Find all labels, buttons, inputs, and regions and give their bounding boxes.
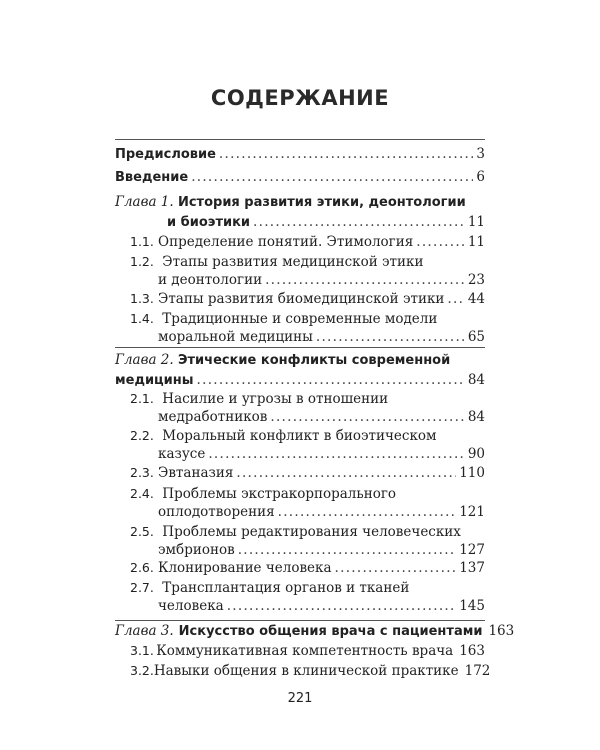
divider: [115, 620, 485, 621]
toc-entry-title: Введение: [115, 170, 189, 185]
toc-entry-introduction[interactable]: [115, 168, 485, 187]
section-title: Клонирование человека: [158, 560, 332, 576]
section-number: 2.1.: [130, 391, 154, 406]
section-title-continued: эмбрионов: [158, 542, 235, 558]
toc-page-number: 145: [459, 598, 485, 614]
section-title-continued: оплодотворения: [158, 504, 275, 520]
toc-page-number: 11: [467, 214, 485, 230]
dot-leader: [227, 597, 457, 616]
section-title: Насилие и угрозы в отношении: [162, 391, 389, 407]
toc-section-3-1[interactable]: [130, 641, 485, 660]
section-title: Проблемы экстракорпорального: [162, 486, 397, 502]
dot-leader: [253, 213, 465, 232]
toc-section-1-3[interactable]: [130, 289, 485, 308]
section-title-continued: казусе: [158, 446, 206, 462]
toc-page-number: 23: [467, 272, 485, 288]
section-title: Трансплантация органов и тканей: [162, 580, 410, 596]
toc-page-number: 44: [467, 291, 485, 307]
dot-leader: [191, 168, 473, 187]
section-number: 2.6.: [130, 560, 154, 575]
section-number: 2.7.: [130, 580, 154, 595]
section-number: 2.3.: [130, 465, 154, 480]
section-title: Определение понятий. Этимология: [158, 234, 414, 250]
dot-leader: [278, 503, 457, 522]
dot-leader: [208, 445, 464, 464]
toc-section-1-1[interactable]: [130, 232, 485, 251]
toc-section-2-1[interactable]: [130, 389, 485, 427]
toc-chapter-1[interactable]: [115, 193, 485, 233]
toc-section-2-6[interactable]: [130, 558, 485, 577]
dot-leader: [416, 233, 465, 252]
toc-page-number: 90: [467, 446, 485, 462]
section-number: 2.5.: [130, 524, 154, 539]
divider: [115, 347, 485, 348]
dot-leader: [219, 145, 473, 164]
toc-chapter-3[interactable]: [115, 622, 515, 641]
dot-leader: [197, 371, 465, 390]
section-title: Этапы развития биомедицинской этики: [158, 291, 445, 307]
page-title: СОДЕРЖАНИЕ: [210, 86, 390, 110]
chapter-title-continued: и биоэтики: [167, 215, 251, 230]
divider: [115, 139, 485, 140]
section-number: 2.4.: [130, 486, 154, 501]
toc-section-1-4[interactable]: [130, 309, 485, 347]
toc-entry-preface[interactable]: [115, 145, 485, 164]
page-number: 221: [287, 691, 313, 706]
section-number: 2.2.: [130, 428, 154, 443]
dot-leader: [447, 290, 464, 309]
section-number: 1.1.: [130, 234, 154, 249]
section-title: Традиционные и современные модели: [162, 311, 438, 327]
section-title: Коммуникативная компетентность врача: [156, 643, 454, 659]
section-title: Проблемы редактирования человеческих: [162, 524, 461, 540]
section-title: Навыки общения в клинической практике: [153, 663, 459, 679]
section-title-continued: моральной медицины: [158, 329, 313, 345]
toc-page-number: 121: [459, 504, 485, 520]
toc-page-number: 84: [467, 372, 485, 388]
toc-chapter-2[interactable]: [115, 351, 485, 391]
toc-page-number: 163: [488, 623, 515, 639]
toc-page-number: 11: [467, 234, 485, 250]
toc-entry-title: Предисловие: [115, 147, 216, 162]
chapter-title: Искусство общения врача с пациентами: [178, 624, 483, 639]
section-number: 1.3.: [130, 291, 154, 306]
dot-leader: [335, 559, 457, 578]
section-title: Моральный конфликт в биоэтическом: [162, 428, 437, 444]
toc-section-1-2[interactable]: [130, 252, 485, 290]
toc-section-2-4[interactable]: [130, 484, 485, 522]
section-title: Этапы развития медицинской этики: [162, 254, 424, 270]
toc-page-number: 127: [459, 542, 485, 558]
dot-leader: [265, 271, 465, 290]
chapter-label: Глава 1.: [115, 194, 174, 210]
section-title-continued: медработников: [158, 409, 268, 425]
section-number: 1.2.: [130, 254, 154, 269]
dot-leader: [316, 328, 465, 347]
chapter-label: Глава 2.: [115, 352, 174, 368]
chapter-title: Этические конфликты современной: [177, 353, 451, 368]
dot-leader: [270, 408, 464, 427]
toc-page-number: 163: [459, 643, 485, 659]
toc-section-3-2[interactable]: [130, 661, 491, 680]
toc-section-2-7[interactable]: [130, 578, 485, 616]
section-number: 3.1.: [130, 643, 154, 658]
toc-page-number: 137: [459, 560, 485, 576]
toc-section-2-5[interactable]: [130, 522, 485, 560]
dot-leader: [236, 464, 456, 483]
chapter-title-continued: медицины: [115, 373, 194, 388]
toc-page-number: 6: [476, 169, 485, 185]
toc-section-2-2[interactable]: [130, 426, 485, 464]
chapter-title: История развития этики, деонтологии: [177, 195, 466, 210]
toc-page-number: 110: [459, 465, 485, 481]
toc-page-number: 84: [467, 409, 485, 425]
toc-page-number: 3: [476, 146, 485, 162]
section-title: Эвтаназия: [158, 465, 234, 481]
section-title-continued: и деонтологии: [158, 272, 263, 288]
section-title-continued: человека: [158, 598, 224, 614]
section-number: 1.4.: [130, 311, 154, 326]
toc-section-2-3[interactable]: [130, 463, 485, 482]
chapter-label: Глава 3.: [115, 623, 174, 639]
section-number: 3.2.: [130, 663, 154, 678]
toc-page-number: 172: [464, 663, 491, 679]
toc-page-number: 65: [467, 329, 485, 345]
